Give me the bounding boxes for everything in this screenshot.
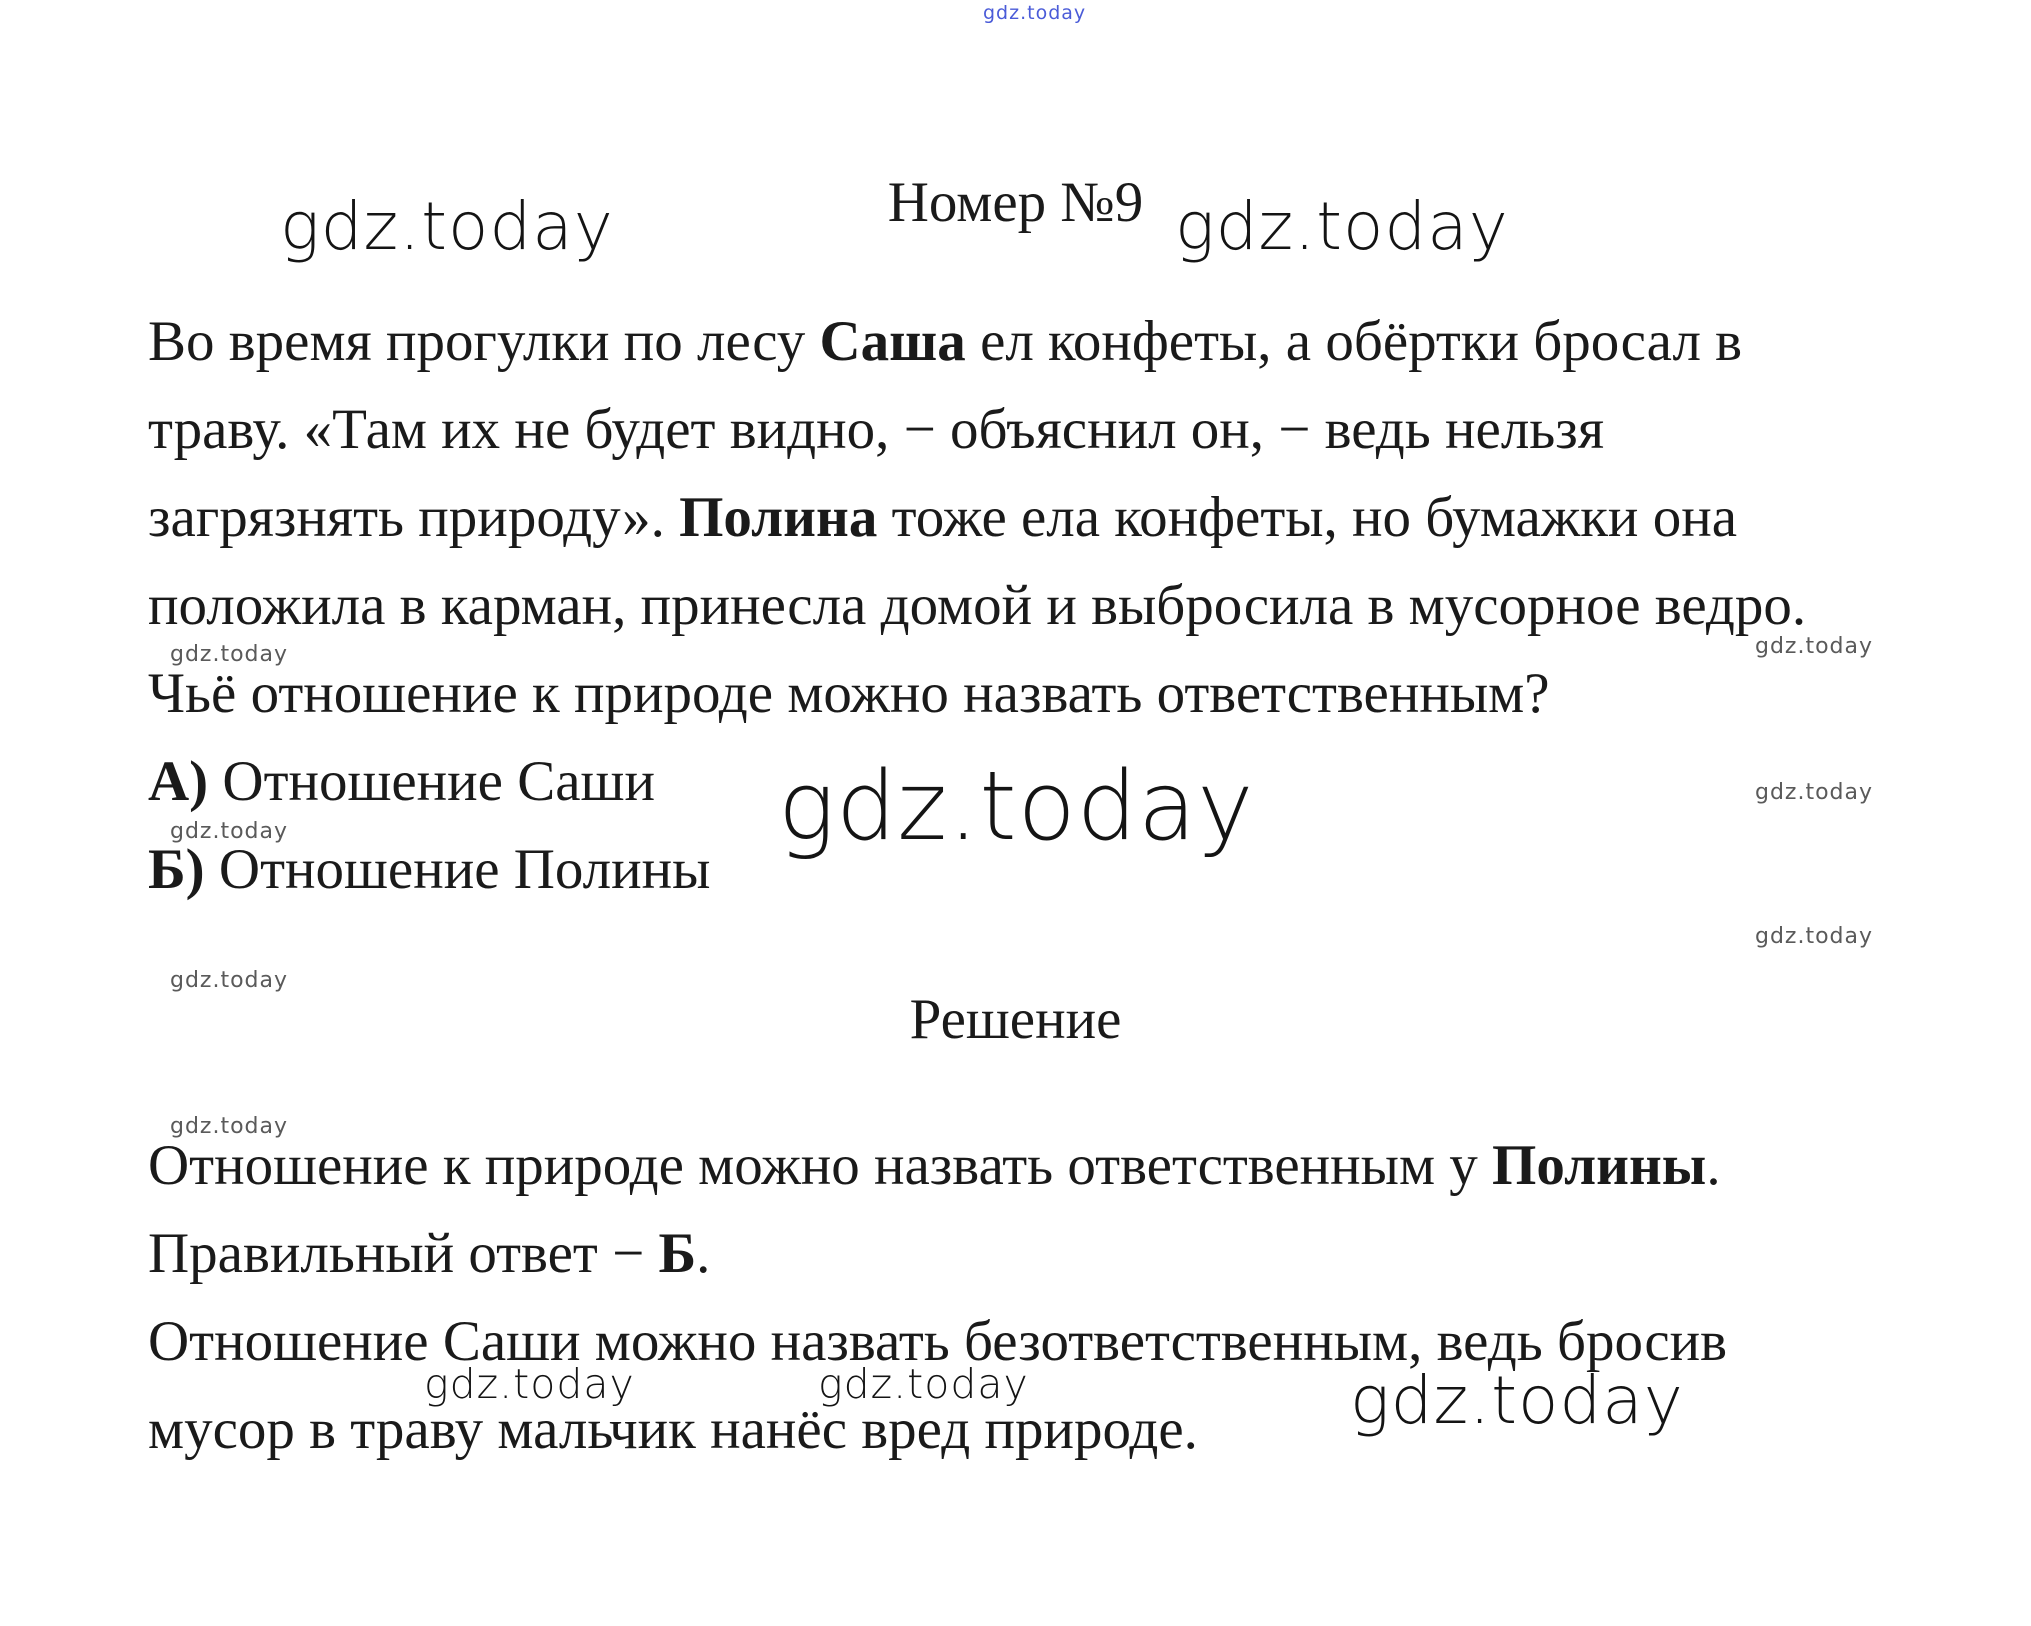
text-line (148, 650, 1928, 738)
text-line (148, 738, 1928, 826)
text-run: положила в карман, принесла домой и выбросила в мусорное ведро. (148, 574, 1807, 637)
text-line (148, 1122, 1928, 1210)
watermark: gdz.today (170, 968, 289, 993)
bold-text: Саша (819, 310, 966, 373)
watermark: gdz.today (170, 642, 289, 667)
watermark: gdz.today (424, 1360, 635, 1408)
text-line (148, 562, 1928, 650)
text-run: мусор в траву мальчик нанёс вред природе. (148, 1398, 1198, 1461)
watermark: gdz.today (170, 819, 289, 844)
text-line (148, 474, 1928, 562)
problem-text (148, 298, 1928, 914)
watermark: gdz.today (1350, 1362, 1684, 1439)
solution-heading: Решение (909, 988, 1122, 1051)
watermark: gdz.today (1755, 924, 1874, 949)
text-run: Чьё отношение к природе можно назвать ответственным? (148, 662, 1550, 725)
text-line (148, 386, 1928, 474)
bold-text: Полина (679, 486, 878, 549)
text-run: тоже ела конфеты, но бумажки она (877, 486, 1737, 549)
bold-text: А) (148, 750, 209, 813)
text-run: . (1706, 1134, 1721, 1197)
text-line (148, 1386, 1928, 1474)
bold-text: Б (658, 1222, 697, 1285)
text-line (148, 826, 1928, 914)
page-title: Номер №9 (887, 171, 1144, 234)
text-line (148, 298, 1928, 386)
watermark: gdz.today (1175, 188, 1509, 265)
watermark: gdz.today (280, 188, 614, 265)
text-run: Отношение Саши (208, 750, 655, 813)
text-run: Отношение Полины (204, 838, 711, 901)
watermark: gdz.today (818, 1360, 1029, 1408)
watermark: gdz.today (1755, 780, 1874, 805)
text-run: Отношение Саши можно назвать безответственным, ведь бросив (148, 1310, 1728, 1373)
solution-text (148, 1122, 1928, 1474)
text-run: траву. «Там их не будет видно, − объяснил он, − ведь нельзя (148, 398, 1605, 461)
bold-text: Полины (1492, 1134, 1707, 1197)
watermark: gdz.today (778, 752, 1255, 862)
text-line (148, 1298, 1928, 1386)
text-run: ел конфеты, а обёртки бросал в (965, 310, 1743, 373)
text-line (148, 1210, 1928, 1298)
text-run: . (696, 1222, 711, 1285)
watermark: gdz.today (983, 2, 1087, 24)
bold-text: Б) (148, 838, 205, 901)
watermark: gdz.today (170, 1114, 289, 1139)
text-run: загрязнять природу». (148, 486, 680, 549)
text-run: Правильный ответ − (148, 1222, 659, 1285)
text-run: Во время прогулки по лесу (148, 310, 820, 373)
text-run: Отношение к природе можно назвать ответственным у (148, 1134, 1493, 1197)
watermark: gdz.today (1755, 634, 1874, 659)
